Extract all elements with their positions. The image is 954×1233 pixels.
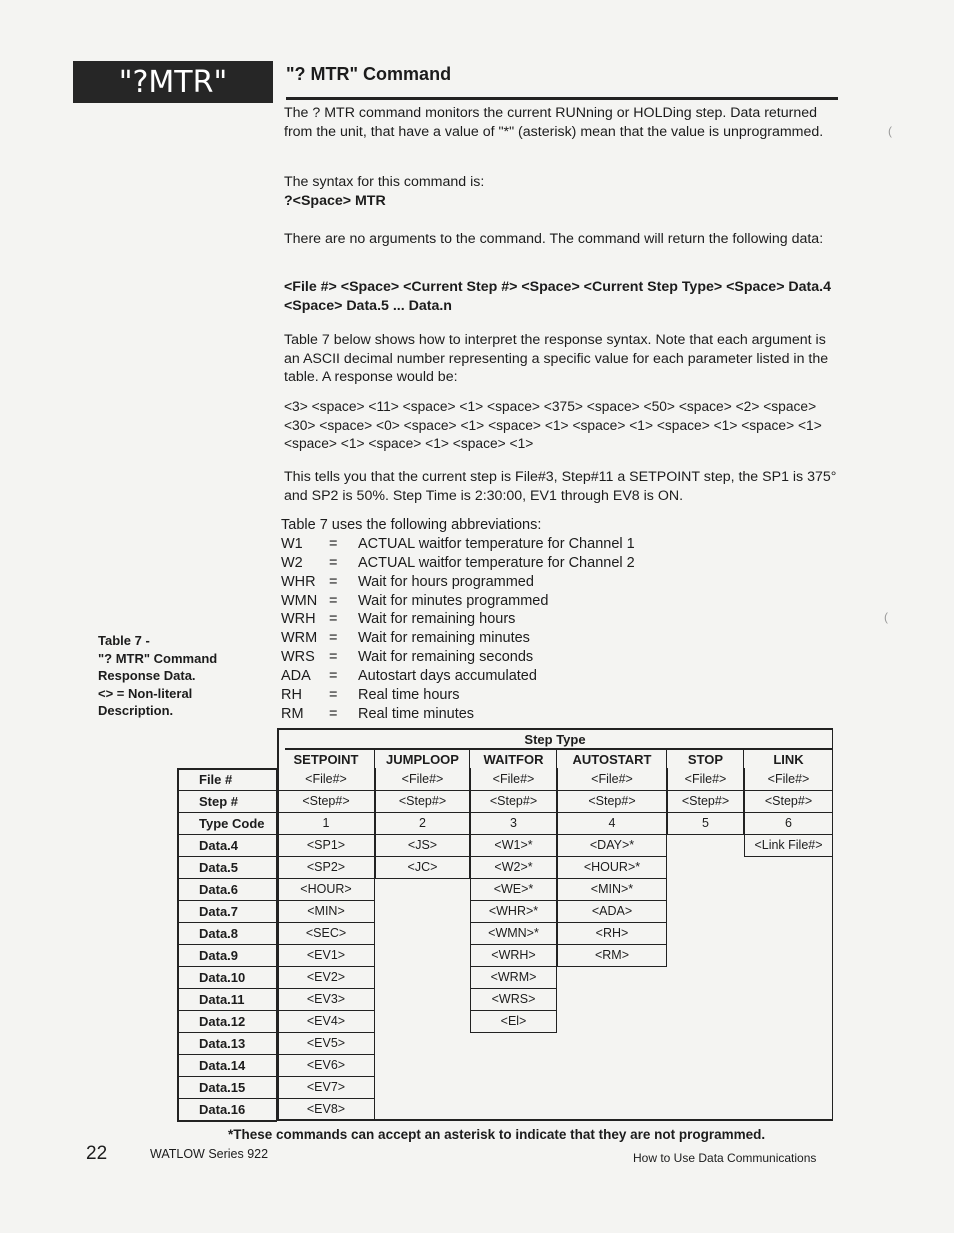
- abbreviation-description: Autostart days accumulated: [358, 668, 537, 685]
- table-cell: <Step#>: [398, 794, 447, 808]
- column-header: STOP: [687, 751, 724, 767]
- row-label: Data.4: [199, 837, 239, 853]
- row-label: Data.12: [199, 1013, 246, 1029]
- step-type-header: Step Type: [524, 731, 586, 747]
- table-cell: <RM>: [594, 948, 630, 962]
- table-cell: <JC>: [407, 860, 438, 874]
- abbreviation-description: ACTUAL waitfor temperature for Channel 1: [358, 535, 635, 552]
- table-cell: <EV5>: [306, 1036, 346, 1050]
- table-cell: <MIN>*: [590, 882, 634, 896]
- abbreviation-list: [281, 516, 701, 724]
- table-cell: <File#>: [305, 772, 347, 786]
- abbreviation-description: Wait for minutes programmed: [358, 592, 549, 609]
- abbreviation-equals: =: [329, 535, 338, 552]
- footnote: *These commands can accept an asterisk to indicate that they are not programmed.: [228, 1127, 766, 1142]
- table-cell: <El>: [500, 1014, 527, 1028]
- table-rule: [556, 749, 557, 769]
- arguments-paragraph: There are no arguments to the command. The command will return the following data:: [284, 231, 824, 247]
- table-cell: <Step#>: [489, 794, 538, 808]
- row-label: Data.7: [199, 903, 239, 919]
- table-cell: <EV7>: [306, 1080, 346, 1094]
- table-cell: <File#>: [767, 772, 810, 786]
- abbreviation-equals: =: [329, 554, 338, 571]
- table-rule: [557, 966, 667, 967]
- table-cell: <W1>*: [494, 838, 533, 852]
- abbreviation-equals: =: [329, 630, 338, 647]
- return-format: <File #> <Space> <Current Step #> <Space> <Current Step Type> <Space> Data.4 <Space> Data.5 ... Data.n: [284, 279, 832, 314]
- page-title: "? MTR" Command: [286, 64, 452, 84]
- abbreviation-key: WRM: [281, 630, 318, 647]
- abbreviation-equals: =: [329, 573, 338, 590]
- syntax-command: ?<Space> MTR: [284, 192, 386, 209]
- table-cell: <MIN>: [307, 904, 345, 918]
- table-cell: <Step#>: [681, 794, 730, 808]
- table-cell: <File#>: [492, 772, 535, 786]
- table-cell: <Step#>: [764, 794, 813, 808]
- table-cell: <SP1>: [306, 838, 346, 852]
- table-rule: [667, 834, 744, 835]
- abbreviation-equals: =: [329, 611, 338, 628]
- table-rule: [277, 1120, 375, 1121]
- table-rule: [743, 749, 744, 769]
- abbreviation-description: Wait for remaining hours: [358, 611, 516, 628]
- syntax-intro: The syntax for this command is:: [284, 174, 485, 190]
- table-cell: <ADA>: [591, 904, 633, 918]
- table-cell: <File#>: [401, 772, 444, 786]
- abbreviation-description: ACTUAL waitfor temperature for Channel 2: [358, 554, 635, 571]
- abbreviation-row: [281, 686, 701, 705]
- explanation-paragraph: This tells you that the current step is File#3, Step#11 a SETPOINT step, the SP1 is 375° and SP2 is 50%. Step Time is 2:30:00, EV1 through EV8 is ON.: [284, 469, 837, 504]
- table-cell: 5: [702, 816, 709, 830]
- syntax-block: [284, 173, 839, 210]
- response-data-table: [177, 728, 833, 1126]
- abbreviation-row: [281, 648, 701, 667]
- abbreviation-equals: =: [329, 592, 338, 609]
- abbreviation-key: ADA: [281, 668, 311, 685]
- abbreviation-row: [281, 535, 701, 554]
- abbreviation-row: [281, 592, 701, 611]
- section-tab-label: "?MTR": [118, 64, 228, 100]
- table-cell: <DAY>*: [589, 838, 635, 852]
- row-label: Data.13: [199, 1035, 246, 1051]
- row-label: Data.16: [199, 1101, 246, 1117]
- table-rule: [375, 878, 470, 879]
- abbreviation-row: [281, 573, 701, 592]
- row-label: Data.11: [199, 991, 245, 1007]
- row-label: Data.6: [199, 881, 239, 897]
- table-cell: <RH>: [595, 926, 629, 940]
- table-rule: [374, 749, 375, 769]
- footer-brand: WATLOW Series 922: [150, 1147, 269, 1161]
- abbreviation-key: RH: [281, 687, 302, 704]
- row-label: Data.15: [199, 1079, 246, 1095]
- abbreviation-equals: =: [329, 649, 338, 666]
- abbreviation-description: Wait for hours programmed: [358, 573, 534, 590]
- table-cell: <JS>: [407, 838, 438, 852]
- table-rule: [832, 749, 833, 769]
- table-cell: 4: [608, 816, 616, 830]
- table-cell: <Link File#>: [754, 838, 823, 852]
- table-cell: <EV1>: [306, 948, 346, 962]
- row-label: Data.5: [199, 859, 239, 875]
- abbreviation-row: [281, 554, 701, 573]
- abbreviation-key: W2: [281, 554, 303, 571]
- table-rule: [469, 749, 470, 769]
- heading-rule: [286, 97, 838, 100]
- table-cell: <EV8>: [306, 1102, 346, 1116]
- abbreviation-equals: =: [329, 705, 338, 722]
- abbreviation-equals: =: [329, 668, 338, 685]
- margin-mark: (: [888, 124, 892, 138]
- abbreviation-row: [281, 705, 701, 724]
- row-label: Data.10: [199, 969, 246, 985]
- table-cell: <WRH>: [491, 948, 536, 962]
- column-header: LINK: [773, 751, 804, 767]
- abbreviation-key: WRH: [281, 611, 316, 628]
- abbreviation-description: Real time minutes: [358, 705, 475, 722]
- abbreviation-description: Wait for remaining seconds: [358, 649, 534, 666]
- table-cell: <WRM>: [490, 970, 537, 984]
- abbreviation-description: Real time hours: [358, 687, 460, 704]
- table-cell: <Step#>: [588, 794, 636, 808]
- table-cell: <EV3>: [306, 992, 346, 1006]
- table-cell: 1: [322, 816, 330, 830]
- abbreviation-row: [281, 667, 701, 686]
- column-header: WAITFOR: [483, 751, 544, 767]
- row-label: Type Code: [199, 815, 265, 831]
- table-cell: <HOUR>*: [583, 860, 641, 874]
- margin-mark: (: [884, 610, 888, 624]
- row-label: Data.9: [199, 947, 239, 963]
- abbreviation-key: RM: [281, 705, 304, 722]
- table-cell: 3: [510, 816, 517, 830]
- table-cell: 2: [419, 816, 426, 830]
- table-cell: <W2>*: [494, 860, 533, 874]
- table-cell: <File#>: [684, 772, 727, 786]
- table-rule: [470, 1032, 557, 1033]
- abbreviation-intro: Table 7 uses the following abbreviations:: [281, 517, 542, 533]
- column-header: JUMPLOOP: [386, 751, 459, 767]
- table-rule: [744, 856, 833, 857]
- table-caption: Table 7 - "? MTR" Command Response Data. <> = Non-literal Description.: [98, 633, 218, 719]
- table-cell: <WE>*: [493, 882, 534, 896]
- table-cell: <HOUR>: [300, 882, 352, 896]
- table-cell: <File#>: [591, 772, 633, 786]
- example-response: <3> <space> <11> <space> <1> <space> <375> <space> <50> <space> <2> <space> <30> <space> <0> <space> <1> <space> <1> <space> <1> <space> <1> <space> <1> <space> <1> <space> <1> <space> <1>: [284, 399, 822, 451]
- abbreviation-row: [281, 629, 701, 648]
- abbreviation-row: [281, 610, 701, 629]
- abbreviation-description: Wait for remaining minutes: [358, 630, 530, 647]
- table-rule: [177, 1120, 277, 1122]
- table-cell: <Step#>: [302, 794, 350, 808]
- abbreviation-equals: =: [329, 687, 338, 704]
- interpret-paragraph: Table 7 below shows how to interpret the response syntax. Note that each argument is an ASCII decimal number representing a specific value for each parameter listed in the table. A response would be:: [284, 332, 829, 385]
- table-cell: <WRS>: [491, 992, 536, 1006]
- row-label: Data.8: [199, 925, 239, 941]
- row-label: File #: [199, 771, 233, 787]
- page-number: 22: [86, 1143, 108, 1164]
- table-cell: <SP2>: [306, 860, 346, 874]
- row-label: Step #: [199, 793, 239, 809]
- column-header: AUTOSTART: [572, 751, 652, 767]
- row-label: Data.14: [199, 1057, 246, 1073]
- abbreviation-key: WRS: [281, 649, 315, 666]
- table-rule: [666, 749, 667, 769]
- abbreviation-key: W1: [281, 535, 303, 552]
- abbreviation-key: WMN: [281, 592, 318, 609]
- table-cell: 6: [785, 816, 792, 830]
- table-cell: <SEC>: [305, 926, 347, 940]
- abbreviation-key: WHR: [281, 573, 316, 590]
- table-cell: <EV4>: [306, 1014, 346, 1028]
- table-cell: <EV6>: [306, 1058, 346, 1072]
- table-cell: <EV2>: [306, 970, 346, 984]
- table-cell: <WMN>*: [488, 926, 539, 940]
- intro-paragraph: The ? MTR command monitors the current RUNning or HOLDing step. Data returned from the unit, that have a value of "*" (asterisk) mean that the value is unprogrammed.: [284, 105, 824, 140]
- column-header: SETPOINT: [293, 751, 359, 767]
- footer-chapter: How to Use Data Communications: [633, 1151, 817, 1165]
- section-tab: [73, 61, 273, 103]
- table-cell: <WHR>*: [488, 904, 539, 918]
